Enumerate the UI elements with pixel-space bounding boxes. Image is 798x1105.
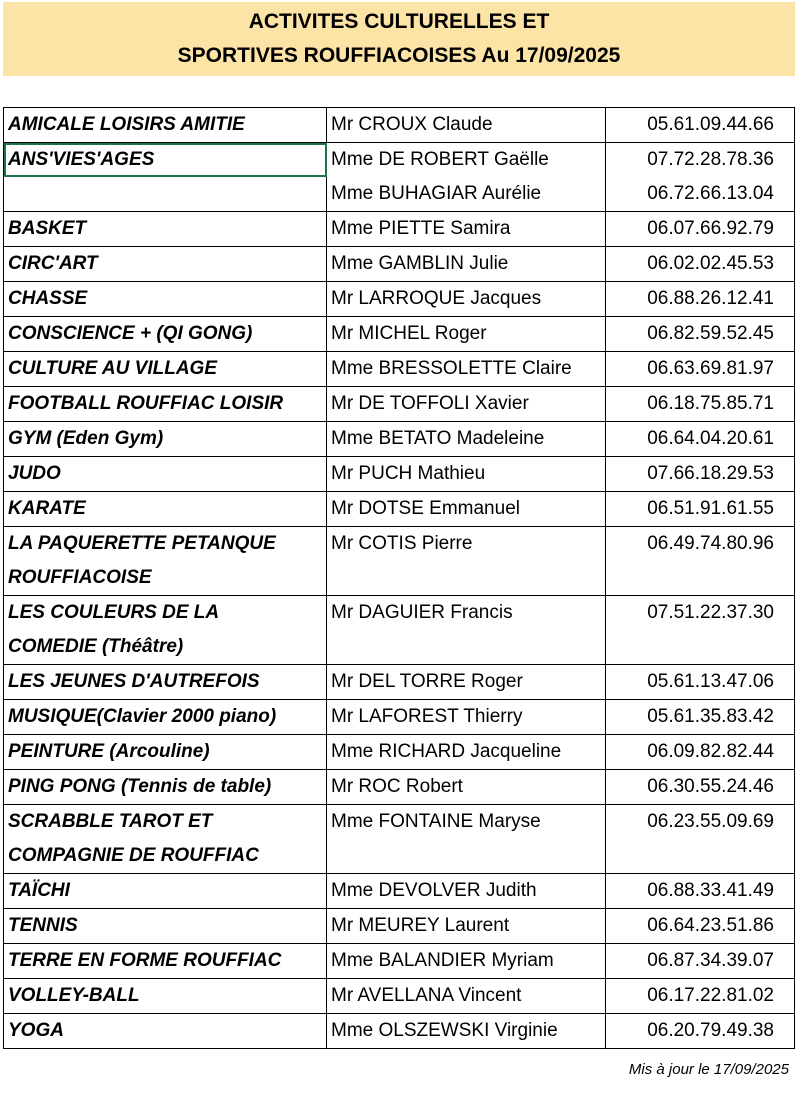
table-row — [4, 352, 795, 387]
contact-cell[interactable]: Mr MICHEL Roger — [327, 317, 606, 352]
table-row — [4, 422, 795, 457]
phone-cell[interactable]: 05.61.35.83.42 — [606, 700, 795, 735]
table-row — [4, 665, 795, 700]
contact-cell[interactable]: Mme BALANDIER Myriam — [327, 944, 606, 979]
phone-cell[interactable]: 07.51.22.37.30 — [606, 596, 795, 665]
activity-cell[interactable] — [4, 387, 327, 422]
phone-cell[interactable]: 06.64.04.20.61 — [606, 422, 795, 457]
activity-name: CONSCIENCE + (QI GONG) — [8, 323, 253, 344]
table-row — [4, 317, 795, 352]
update-note: Mis à jour le 17/09/2025 — [628, 1061, 789, 1078]
table-row — [4, 492, 795, 527]
activity-cell[interactable] — [4, 212, 327, 247]
contact-cell[interactable]: Mme OLSZEWSKI Virginie — [327, 1014, 606, 1049]
phone-cell[interactable]: 06.88.33.41.49 — [606, 874, 795, 909]
activity-name: FOOTBALL ROUFFIAC LOISIR — [8, 393, 284, 414]
table-row — [4, 909, 795, 944]
phone-cell[interactable]: 06.20.79.49.38 — [606, 1014, 795, 1049]
activity-cell[interactable] — [4, 1014, 327, 1049]
phone-cell[interactable]: 06.82.59.52.45 — [606, 317, 795, 352]
activity-cell[interactable] — [4, 596, 327, 665]
table-row — [4, 143, 795, 178]
activity-name: CIRC'ART — [8, 253, 98, 274]
phone-cell[interactable]: 06.09.82.82.44 — [606, 735, 795, 770]
phone-cell[interactable]: 06.30.55.24.46 — [606, 770, 795, 805]
contact-cell[interactable]: Mr COTIS Pierre — [327, 527, 606, 596]
contact-cell[interactable]: Mr PUCH Mathieu — [327, 457, 606, 492]
table-row — [4, 247, 795, 282]
activity-cell[interactable] — [4, 317, 327, 352]
contact-cell[interactable]: Mr LARROQUE Jacques — [327, 282, 606, 317]
activity-cell[interactable] — [4, 700, 327, 735]
phone-cell[interactable]: 06.07.66.92.79 — [606, 212, 795, 247]
table-row — [4, 805, 795, 874]
phone-cell[interactable]: 06.49.74.80.96 — [606, 527, 795, 596]
table-row — [4, 108, 795, 143]
contact-cell[interactable]: Mr AVELLANA Vincent — [327, 979, 606, 1014]
table-row — [4, 212, 795, 247]
phone-cell[interactable]: 06.63.69.81.97 — [606, 352, 795, 387]
table-row — [4, 770, 795, 805]
activity-cell[interactable] — [4, 492, 327, 527]
phone-cell[interactable]: 06.87.34.39.07 — [606, 944, 795, 979]
activity-name: BASKET — [8, 218, 87, 239]
table-row — [4, 944, 795, 979]
page-title — [3, 2, 795, 76]
activity-name: TENNIS — [8, 915, 78, 936]
title-line-2: SPORTIVES ROUFFIACOISES Au 17/09/2025 — [177, 44, 621, 67]
phone-cell[interactable]: 06.17.22.81.02 — [606, 979, 795, 1014]
activity-cell[interactable] — [4, 909, 327, 944]
activity-name: ANS'VIES'AGES — [8, 149, 155, 170]
activity-cell[interactable] — [4, 143, 327, 178]
table-row — [4, 979, 795, 1014]
activity-cell[interactable] — [4, 805, 327, 874]
activity-name: LES COULEURS DE LA — [8, 602, 220, 623]
activity-name: SCRABBLE TAROT ET — [8, 811, 213, 832]
contact-cell[interactable]: Mme BUHAGIAR Aurélie — [327, 177, 606, 212]
phone-cell[interactable]: 06.64.23.51.86 — [606, 909, 795, 944]
activity-cell[interactable] — [4, 979, 327, 1014]
activity-name: VOLLEY-BALL — [8, 985, 140, 1006]
activity-name: KARATE — [8, 498, 86, 519]
activity-name-line-2: COMEDIE (Théâtre) — [8, 636, 184, 657]
activity-cell[interactable] — [4, 177, 327, 212]
phone-cell[interactable]: 06.88.26.12.41 — [606, 282, 795, 317]
table-row — [4, 282, 795, 317]
contact-cell[interactable]: Mr MEUREY Laurent — [327, 909, 606, 944]
activity-cell[interactable] — [4, 352, 327, 387]
contact-cell[interactable]: Mr CROUX Claude — [327, 108, 606, 143]
contact-cell[interactable]: Mme BRESSOLETTE Claire — [327, 352, 606, 387]
activity-name: PING PONG (Tennis de table) — [8, 776, 272, 797]
activity-cell[interactable] — [4, 665, 327, 700]
table-row — [4, 527, 795, 596]
activity-cell[interactable] — [4, 735, 327, 770]
activity-name: JUDO — [8, 463, 61, 484]
contact-cell[interactable]: Mme RICHARD Jacqueline — [327, 735, 606, 770]
activity-name: MUSIQUE(Clavier 2000 piano) — [8, 706, 277, 727]
phone-cell[interactable]: 06.51.91.61.55 — [606, 492, 795, 527]
table-row — [4, 457, 795, 492]
contact-cell[interactable]: Mr DEL TORRE Roger — [327, 665, 606, 700]
contact-cell[interactable]: Mr LAFOREST Thierry — [327, 700, 606, 735]
activity-name-line-2: ROUFFIACOISE — [8, 567, 152, 588]
table-row — [4, 735, 795, 770]
activity-cell[interactable] — [4, 770, 327, 805]
activity-cell[interactable] — [4, 282, 327, 317]
activity-name: TERRE EN FORME ROUFFIAC — [8, 950, 282, 971]
contact-cell[interactable]: Mr DAGUIER Francis — [327, 596, 606, 665]
activity-name: CHASSE — [8, 288, 88, 309]
activity-cell[interactable] — [4, 527, 327, 596]
contact-cell[interactable]: Mme DEVOLVER Judith — [327, 874, 606, 909]
activity-name: YOGA — [8, 1020, 64, 1041]
title-line-1: ACTIVITES CULTURELLES ET — [248, 10, 550, 33]
contact-cell[interactable]: Mme DE ROBERT Gaëlle — [327, 143, 606, 178]
phone-cell[interactable]: 05.61.09.44.66 — [606, 108, 795, 143]
table-row — [4, 700, 795, 735]
activity-name: TAÏCHI — [8, 880, 70, 901]
contact-cell[interactable]: Mr DE TOFFOLI Xavier — [327, 387, 606, 422]
activities-table — [3, 107, 795, 1049]
table-row — [4, 874, 795, 909]
contact-cell[interactable]: Mr ROC Robert — [327, 770, 606, 805]
phone-cell[interactable]: 07.72.28.78.36 — [606, 143, 795, 178]
activity-cell[interactable] — [4, 247, 327, 282]
phone-cell[interactable]: 06.23.55.09.69 — [606, 805, 795, 874]
phone-cell[interactable]: 05.61.13.47.06 — [606, 665, 795, 700]
activity-name: LA PAQUERETTE PETANQUE — [8, 533, 276, 554]
activity-name: AMICALE LOISIRS AMITIE — [8, 114, 245, 135]
activity-name: CULTURE AU VILLAGE — [8, 358, 217, 379]
activity-cell[interactable] — [4, 422, 327, 457]
phone-cell[interactable]: 07.66.18.29.53 — [606, 457, 795, 492]
activity-name: PEINTURE (Arcouline) — [8, 741, 210, 762]
activity-cell[interactable] — [4, 874, 327, 909]
activity-cell[interactable] — [4, 944, 327, 979]
activity-name: LES JEUNES D'AUTREFOIS — [8, 671, 260, 692]
phone-cell[interactable]: 06.72.66.13.04 — [606, 177, 795, 212]
phone-cell[interactable]: 06.18.75.85.71 — [606, 387, 795, 422]
table-row — [4, 1014, 795, 1049]
contact-cell[interactable]: Mme BETATO Madeleine — [327, 422, 606, 457]
contact-cell[interactable]: Mme PIETTE Samira — [327, 212, 606, 247]
activity-cell[interactable] — [4, 457, 327, 492]
activity-name-line-2: COMPAGNIE DE ROUFFIAC — [8, 845, 259, 866]
activity-cell[interactable] — [4, 108, 327, 143]
table-row — [4, 177, 795, 212]
activity-name: GYM (Eden Gym) — [8, 428, 164, 449]
phone-cell[interactable]: 06.02.02.45.53 — [606, 247, 795, 282]
table-row — [4, 596, 795, 665]
table-body — [4, 108, 795, 1049]
contact-cell[interactable]: Mr DOTSE Emmanuel — [327, 492, 606, 527]
table-row — [4, 387, 795, 422]
contact-cell[interactable]: Mme FONTAINE Maryse — [327, 805, 606, 874]
contact-cell[interactable]: Mme GAMBLIN Julie — [327, 247, 606, 282]
